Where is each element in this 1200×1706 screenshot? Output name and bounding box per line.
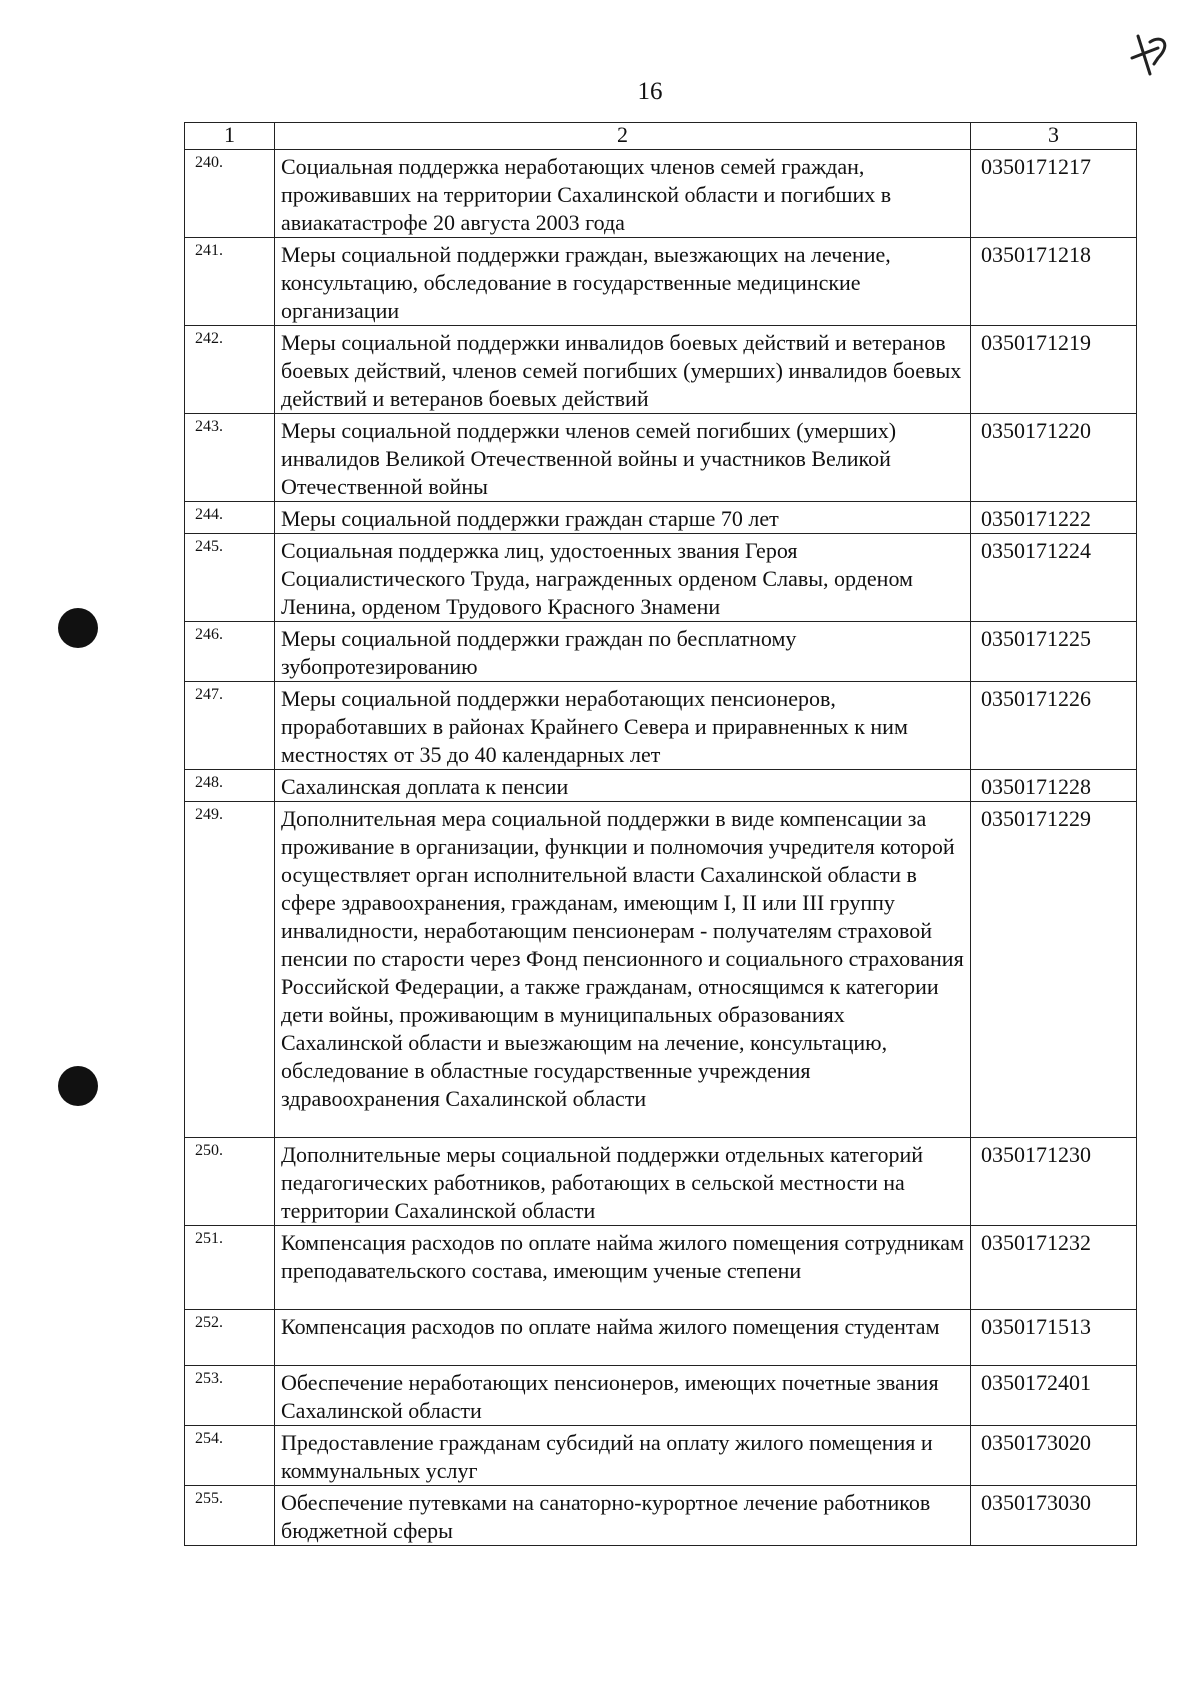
table-row — [185, 150, 1137, 238]
table-row — [185, 238, 1137, 326]
row-code: 0350171220 — [971, 414, 1137, 502]
row-number: 247. — [185, 682, 275, 770]
punch-hole-top — [58, 608, 98, 648]
row-code: 0350171226 — [971, 682, 1137, 770]
row-description: Меры социальной поддержки неработающих пенсионеров, проработавших в районах Крайнего Севера и приравненных к ним местностях от 35 до 40 календарных лет — [275, 682, 971, 770]
column-header-2: 2 — [275, 123, 971, 150]
handwritten-mark-icon — [1128, 28, 1174, 82]
table-row — [185, 502, 1137, 534]
row-code: 0350171218 — [971, 238, 1137, 326]
row-code: 0350171230 — [971, 1138, 1137, 1226]
table-row — [185, 534, 1137, 622]
row-number: 251. — [185, 1226, 275, 1310]
column-header-1: 1 — [185, 123, 275, 150]
column-header-3: 3 — [971, 123, 1137, 150]
row-description: Меры социальной поддержки граждан старше 70 лет — [275, 502, 971, 534]
row-description: Социальная поддержка неработающих членов семей граждан, проживавших на территории Сахалинской области и погибших в авиакатастрофе 20 августа 2003 года — [275, 150, 971, 238]
table-row — [185, 1486, 1137, 1546]
row-code: 0350173020 — [971, 1426, 1137, 1486]
row-number: 242. — [185, 326, 275, 414]
row-description: Сахалинская доплата к пенсии — [275, 770, 971, 802]
row-description: Компенсация расходов по оплате найма жилого помещения студентам — [275, 1310, 971, 1366]
row-number: 241. — [185, 238, 275, 326]
table-row — [185, 1426, 1137, 1486]
row-number: 252. — [185, 1310, 275, 1366]
row-code: 0350171219 — [971, 326, 1137, 414]
row-number: 255. — [185, 1486, 275, 1546]
row-code: 0350171228 — [971, 770, 1137, 802]
row-number: 246. — [185, 622, 275, 682]
row-description: Меры социальной поддержки членов семей погибших (умерших) инвалидов Великой Отечественной войны и участников Великой Отечественной войны — [275, 414, 971, 502]
row-code: 0350171222 — [971, 502, 1137, 534]
row-description: Обеспечение неработающих пенсионеров, имеющих почетные звания Сахалинской области — [275, 1366, 971, 1426]
row-description: Меры социальной поддержки граждан по бесплатному зубопротезированию — [275, 622, 971, 682]
row-description: Обеспечение путевками на санаторно-курортное лечение работников бюджетной сферы — [275, 1486, 971, 1546]
row-description: Социальная поддержка лиц, удостоенных звания Героя Социалистического Труда, награжденных орденом Славы, орденом Ленина, орденом Трудового Красного Знамени — [275, 534, 971, 622]
table-row — [185, 326, 1137, 414]
row-number: 249. — [185, 802, 275, 1138]
table-row — [185, 622, 1137, 682]
table-row — [185, 802, 1137, 1138]
table-header — [185, 123, 1137, 150]
row-number: 250. — [185, 1138, 275, 1226]
row-number: 245. — [185, 534, 275, 622]
row-number: 240. — [185, 150, 275, 238]
row-description: Меры социальной поддержки инвалидов боевых действий и ветеранов боевых действий, членов семей погибших (умерших) инвалидов боевых действий и ветеранов боевых действий — [275, 326, 971, 414]
table-row — [185, 1366, 1137, 1426]
row-code: 0350171224 — [971, 534, 1137, 622]
row-code: 0350171513 — [971, 1310, 1137, 1366]
punch-hole-bottom — [58, 1066, 98, 1106]
row-code: 0350173030 — [971, 1486, 1137, 1546]
row-description: Предоставление гражданам субсидий на оплату жилого помещения и коммунальных услуг — [275, 1426, 971, 1486]
row-description: Дополнительные меры социальной поддержки отдельных категорий педагогических работников, работающих в сельской местности на территории Сахалинской области — [275, 1138, 971, 1226]
row-number: 243. — [185, 414, 275, 502]
row-code: 0350171229 — [971, 802, 1137, 1138]
row-code: 0350171217 — [971, 150, 1137, 238]
table-body — [185, 150, 1137, 1546]
row-number: 254. — [185, 1426, 275, 1486]
row-description: Дополнительная мера социальной поддержки в виде компенсации за проживание в организации, функции и полномочия учредителя которой осуществляет орган исполнительной власти Сахалинской области в сфере здравоохранения, гражданам, имеющим I, II или III группу инвалидности, неработающим пенсионерам - получателям страховой пенсии по старости через Фонд пенсионного и социального страхования Российской Федерации, а также гражданам, относящимся к категории дети войны, проживающим в муниципальных образованиях Сахалинской области и выезжающим на лечение, консультацию, обследование в областные государственные учреждения здравоохранения Сахалинской области — [275, 802, 971, 1138]
table-row — [185, 1138, 1137, 1226]
page-number: 16 — [637, 78, 663, 105]
row-description: Компенсация расходов по оплате найма жилого помещения сотрудникам преподавательского состава, имеющим ученые степени — [275, 1226, 971, 1310]
table-row — [185, 414, 1137, 502]
row-number: 253. — [185, 1366, 275, 1426]
table-row — [185, 1226, 1137, 1310]
row-code: 0350172401 — [971, 1366, 1137, 1426]
budget-classification-table — [184, 122, 1137, 1546]
table-row — [185, 1310, 1137, 1366]
row-number: 248. — [185, 770, 275, 802]
row-code: 0350171232 — [971, 1226, 1137, 1310]
table-row — [185, 682, 1137, 770]
table-row — [185, 770, 1137, 802]
row-code: 0350171225 — [971, 622, 1137, 682]
row-description: Меры социальной поддержки граждан, выезжающих на лечение, консультацию, обследование в государственные медицинские организации — [275, 238, 971, 326]
row-number: 244. — [185, 502, 275, 534]
